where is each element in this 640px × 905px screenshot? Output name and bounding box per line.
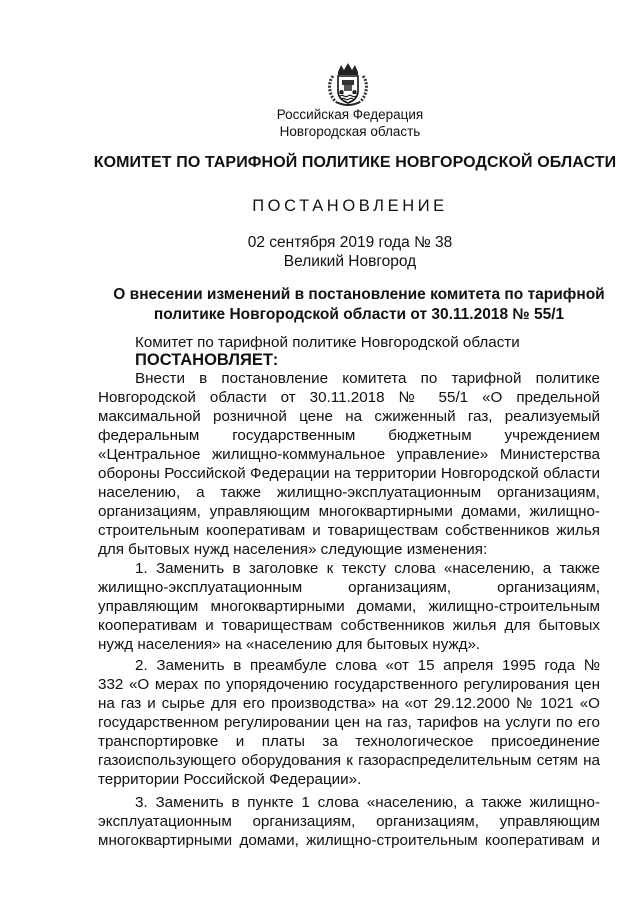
item-2-line: территории Российской Федерации». — [98, 771, 362, 788]
item-1-line: нужд населения» на «населению для бытовых нужд». — [98, 636, 481, 653]
coat-of-arms-emblem — [325, 60, 371, 108]
item-2-line: газоиспользующего оборудования к газораспределительным сетям на — [98, 752, 600, 769]
body-line: населению, а также жилищно-эксплуатационным организациям, — [98, 484, 600, 501]
item-1-line: жилищно-эксплуатационным организациям, организациям, — [98, 579, 600, 596]
body-line: обороны Российской Федерации на территории Новгородской области — [98, 465, 600, 482]
item-2-line: на газ и сырье для его производства» на «от 29.12.2000 № 1021 «О — [98, 695, 600, 712]
item-1-line: кооперативам и товариществам собственников жилья для бытовых — [98, 617, 600, 634]
subject-line: политике Новгородской области от 30.11.2018 № 55/1 — [153, 306, 565, 323]
body-line: федеральным государственным бюджетным учреждением — [98, 427, 600, 444]
date-number: 02 сентября 2019 года № 38 — [247, 234, 453, 251]
item-3-line: 3. Заменить в пункте 1 слова «населению, а также жилищно- — [135, 794, 600, 811]
body-line: Внести в постановление комитета по тарифной политике — [135, 370, 600, 387]
document-type: ПОСТАНОВЛЕНИЕ — [252, 197, 448, 215]
region-name: Новгородская область — [279, 124, 421, 139]
decides-keyword: ПОСТАНОВЛЯЕТ: — [135, 351, 279, 369]
item-2-line: транспортировке и платы за технологическое присоединение — [98, 733, 600, 750]
item-2-line: 332 «О мерах по упорядочению государственного регулирования цен — [98, 676, 600, 693]
item-1-line: управляющим многоквартирными домами, жилищно-строительным — [98, 598, 600, 615]
body-line: строительным кооперативам и товариществам собственников жилья — [98, 522, 600, 539]
body-line: «Центральное жилищно-коммунальное управление» Министерства — [98, 446, 600, 463]
body-line: для бытовых нужд населения» следующие изменения: — [98, 541, 488, 558]
city-name: Великий Новгород — [283, 253, 417, 270]
country-name: Российская Федерация — [276, 107, 424, 122]
body-line: максимальной розничной цене на сжиженный газ, реализуемый — [98, 408, 600, 425]
item-2-line: 2. Заменить в преамбуле слова «от 15 апреля 1995 года № — [135, 657, 600, 674]
body-line: организациям, управляющим многоквартирными домами, жилищно- — [98, 503, 600, 520]
document-subject — [98, 285, 620, 325]
item-3-line: многоквартирными домами, жилищно-строительным кооперативам и — [98, 832, 600, 849]
body-line: Новгородской области от 30.11.2018 № 55/1 «О предельной — [98, 389, 600, 406]
subject-line: О внесении изменений в постановление комитета по тарифной — [113, 286, 605, 303]
item-2-line: государственном регулировании цен на газ, тарифов на услуги по его — [98, 714, 600, 731]
item-1-line: 1. Заменить в заголовке к тексту слова «населению, а также — [135, 560, 600, 577]
item-3-line: эксплуатационным организациям, организациям, управляющим — [98, 813, 600, 830]
preamble: Комитет по тарифной политике Новгородской области — [135, 334, 520, 351]
committee-title: КОМИТЕТ ПО ТАРИФНОЙ ПОЛИТИКЕ НОВГОРОДСКОЙ ОБЛАСТИ — [93, 154, 617, 171]
